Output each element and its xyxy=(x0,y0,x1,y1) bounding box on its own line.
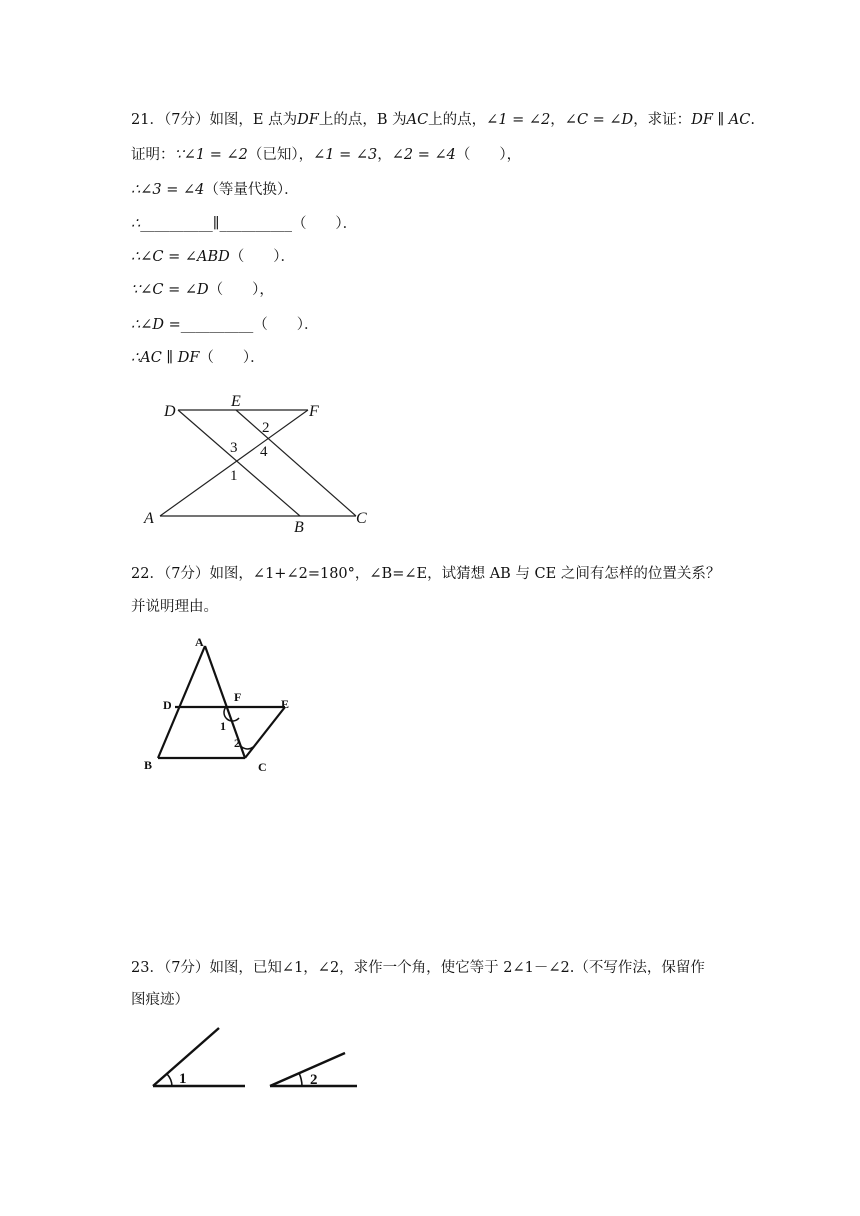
proof-punct: ． xyxy=(284,182,299,198)
proof-reason: （ ）． xyxy=(253,317,319,333)
proof-math: ∠2 = ∠4 xyxy=(391,147,456,163)
q22-stem-text-2: 并说明理由。 xyxy=(131,599,218,615)
line-af xyxy=(160,410,308,516)
q21-stem-text: . xyxy=(750,112,755,128)
proof-prefix: 证明： xyxy=(131,147,175,163)
label-angle-2: 2 xyxy=(310,1072,318,1088)
line-db xyxy=(178,410,300,516)
label-d: D xyxy=(163,698,172,712)
q21-stem-text: 如图，E 点为 xyxy=(209,112,298,128)
q22-stem xyxy=(131,564,720,584)
proof-reason: （ ）， xyxy=(208,282,274,298)
label-d: D xyxy=(164,403,176,420)
proof-punct: ， xyxy=(506,147,522,163)
proof-blank: __________ xyxy=(140,216,213,232)
label-f: F xyxy=(309,403,319,420)
label-angle-2: 2 xyxy=(234,736,240,750)
label-angle-3: 3 xyxy=(230,440,238,456)
q21-proof-line-1 xyxy=(131,145,521,165)
q21-proof-line-5 xyxy=(131,280,274,300)
label-c: C xyxy=(356,510,367,527)
q21-stem-text: 上的点， xyxy=(428,112,487,128)
proof-reason: （ ）． xyxy=(199,350,265,366)
q22-stem-line-2 xyxy=(131,597,218,617)
q21-stem xyxy=(131,110,755,130)
proof-punct: ， xyxy=(377,147,392,163)
q21-condition-1: ∠1 = ∠2 xyxy=(486,112,551,128)
q21-score: （7分） xyxy=(163,112,210,128)
q22-stem-text: 如图，∠1+∠2=180°，∠B=∠E，试猜想 AB 与 CE 之间有怎样的位置关系？ xyxy=(209,566,721,582)
q23-stem-line-2 xyxy=(131,990,189,1010)
proof-reason: （已知） xyxy=(247,147,299,163)
label-angle-2: 2 xyxy=(262,420,270,436)
q22-number: 22． xyxy=(131,566,164,582)
proof-blank: （ ） xyxy=(455,147,507,163)
q21-number: 21． xyxy=(131,112,164,128)
q21-proof-line-4 xyxy=(131,247,295,267)
q22-figure xyxy=(135,630,310,780)
label-c: C xyxy=(258,760,267,774)
angle-1-arc xyxy=(167,1074,172,1086)
label-e: E xyxy=(281,697,290,711)
label-b: B xyxy=(144,758,153,772)
label-b: B xyxy=(294,519,304,536)
q21-stem-text: 上的点，B 为 xyxy=(318,112,407,128)
proof-blank: __________ xyxy=(219,216,292,232)
q23-stem-text-2: 图痕迹） xyxy=(131,992,189,1008)
line-ec xyxy=(236,410,356,516)
proof-math: ∵∠C = ∠D xyxy=(131,282,209,298)
q23-score: （7分） xyxy=(163,960,210,976)
q21-stem-text: ，求证： xyxy=(633,112,692,128)
proof-math: ∴∠3 = ∠4 xyxy=(131,182,205,198)
label-e: E xyxy=(231,393,241,410)
label-angle-1: 1 xyxy=(179,1071,187,1087)
q21-stem-text: ， xyxy=(550,112,565,128)
angle-2-arc xyxy=(299,1073,302,1086)
q21-segment-ac: AC xyxy=(406,112,429,128)
q23-number: 23． xyxy=(131,960,164,976)
proof-math: ∠1 = ∠3 xyxy=(313,147,378,163)
proof-reason: （ ）． xyxy=(229,249,295,265)
q23-stem-text: 如图，已知∠1，∠2，求作一个角，使它等于 2∠1－∠2.（不写作法，保留作 xyxy=(209,960,705,976)
angle-2-ray xyxy=(270,1053,345,1086)
proof-math: ∴∠C = ∠ABD xyxy=(131,249,230,265)
label-a: A xyxy=(144,510,154,527)
label-a: A xyxy=(195,635,204,649)
q23-stem xyxy=(131,958,705,978)
q21-condition-2: ∠C = ∠D xyxy=(564,112,634,128)
q21-goal: DF ∥ AC xyxy=(691,112,751,128)
q22-score: （7分） xyxy=(163,566,210,582)
q21-proof-line-2 xyxy=(131,180,299,200)
proof-reason: （等量代换） xyxy=(204,182,285,198)
label-f: F xyxy=(234,690,242,704)
proof-blank: __________ xyxy=(180,317,254,333)
label-angle-1: 1 xyxy=(230,468,238,484)
proof-reason: （ ）． xyxy=(291,216,358,232)
proof-math: ∴ xyxy=(131,216,141,232)
line-ce xyxy=(245,707,285,758)
q21-figure xyxy=(140,392,380,537)
proof-math: ∴∠D = xyxy=(131,317,181,333)
q21-proof-line-3 xyxy=(131,214,357,234)
label-angle-4: 4 xyxy=(260,444,268,460)
q21-proof-line-7 xyxy=(131,348,265,368)
label-angle-1: 1 xyxy=(220,719,226,733)
proof-punct: ， xyxy=(298,147,314,163)
proof-math: ∵∠1 = ∠2 xyxy=(174,147,248,163)
q21-segment-df: DF xyxy=(297,112,319,128)
q23-figure xyxy=(145,1020,370,1100)
proof-math: ∴AC ∥ DF xyxy=(131,350,200,366)
parallel-symbol: ∥ xyxy=(212,216,220,232)
q21-proof-line-6 xyxy=(131,315,319,335)
